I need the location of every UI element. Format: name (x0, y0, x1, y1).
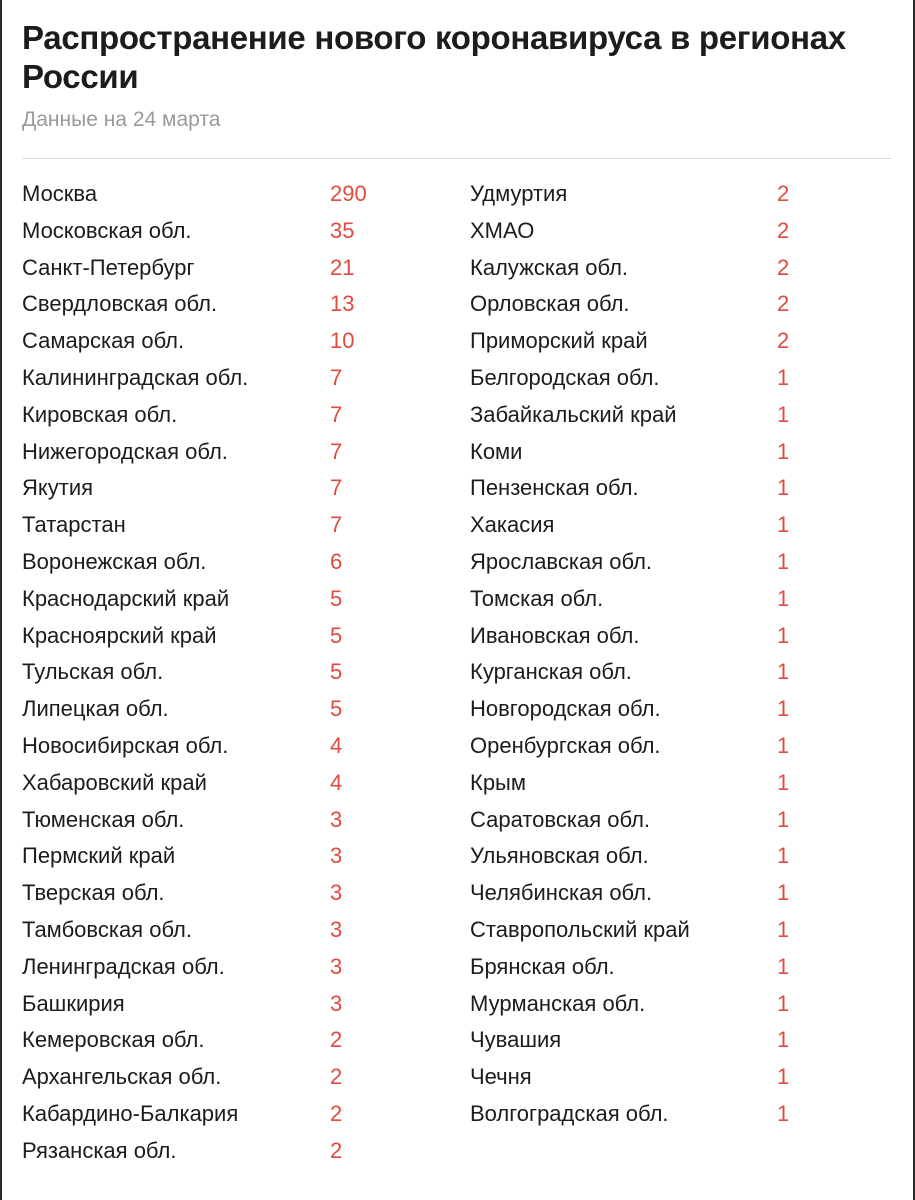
case-count: 1 (777, 953, 790, 979)
region-row (22, 323, 442, 360)
region-name: Кировская обл. (22, 401, 178, 427)
region-name: Томская обл. (470, 585, 604, 611)
region-row (470, 654, 890, 691)
region-name: Краснодарский край (22, 585, 230, 611)
case-count: 290 (330, 181, 367, 206)
region-name: ХМАО (470, 217, 535, 243)
region-name: Кемеровская обл. (22, 1027, 205, 1053)
region-name: Хакасия (470, 512, 555, 538)
case-count: 1 (777, 843, 790, 869)
case-count: 7 (330, 438, 343, 464)
region-name: Новгородская обл. (470, 696, 661, 722)
region-name: Рязанская обл. (22, 1137, 177, 1163)
region-name: Ивановская обл. (470, 622, 640, 648)
case-count: 21 (330, 254, 355, 280)
region-name: Санкт-Петербург (22, 254, 195, 280)
region-name: Самарская обл. (22, 328, 185, 354)
case-count: 1 (777, 806, 790, 832)
region-row (470, 949, 890, 986)
region-row (22, 802, 442, 839)
region-row (470, 581, 890, 618)
region-row (470, 912, 890, 949)
case-count: 35 (330, 217, 355, 243)
region-row (22, 1059, 442, 1096)
region-row (22, 728, 442, 765)
region-row (22, 250, 442, 287)
case-count: 1 (777, 364, 790, 390)
region-row (22, 838, 442, 875)
region-row (470, 802, 890, 839)
case-count: 1 (777, 659, 790, 685)
case-count: 1 (777, 696, 790, 722)
region-row (470, 286, 890, 323)
region-row (22, 986, 442, 1023)
region-name: Забайкальский край (470, 401, 677, 427)
case-count: 2 (777, 181, 790, 206)
region-row (470, 765, 890, 802)
region-row (470, 434, 890, 471)
case-count: 1 (777, 512, 790, 538)
case-count: 1 (777, 769, 790, 795)
region-row (22, 912, 442, 949)
region-row (470, 323, 890, 360)
region-name: Пензенская обл. (470, 475, 639, 501)
region-row (470, 250, 890, 287)
region-name: Хабаровский край (22, 769, 207, 795)
region-row (22, 691, 442, 728)
region-name: Удмуртия (470, 181, 568, 206)
region-row (22, 470, 442, 507)
region-name: Орловская обл. (470, 291, 630, 317)
region-row (470, 1059, 890, 1096)
case-count: 1 (777, 1027, 790, 1053)
region-row (470, 397, 890, 434)
region-name: Тверская обл. (22, 880, 165, 906)
region-name: Брянская обл. (470, 953, 615, 979)
case-count: 7 (330, 512, 343, 538)
regions-list-right (470, 176, 890, 1133)
region-name: Ульяновская обл. (470, 843, 649, 869)
region-name: Калининградская обл. (22, 364, 249, 390)
region-name: Москва (22, 181, 98, 206)
region-name: Липецкая обл. (22, 696, 169, 722)
region-name: Чувашия (470, 1027, 562, 1053)
left-border (0, 0, 2, 1200)
data-date-subtitle: Данные на 24 марта (22, 108, 221, 131)
region-name: Ярославская обл. (470, 548, 653, 574)
case-count: 1 (777, 916, 790, 942)
region-name: Мурманская обл. (470, 990, 646, 1016)
region-name: Курганская обл. (470, 659, 632, 685)
case-count: 2 (777, 328, 790, 354)
region-name: Нижегородская обл. (22, 438, 228, 464)
region-row (22, 176, 442, 213)
region-row (22, 1096, 442, 1133)
region-name: Свердловская обл. (22, 291, 218, 317)
case-count: 3 (330, 953, 343, 979)
region-name: Ставропольский край (470, 916, 690, 942)
case-count: 7 (330, 401, 343, 427)
region-name: Чечня (470, 1064, 532, 1090)
region-row (470, 360, 890, 397)
region-row (22, 875, 442, 912)
case-count: 2 (330, 1137, 343, 1163)
case-count: 2 (330, 1064, 343, 1090)
region-row (22, 1133, 442, 1170)
case-count: 1 (777, 548, 790, 574)
region-row (22, 949, 442, 986)
region-name: Пермский край (22, 843, 176, 869)
case-count: 5 (330, 585, 343, 611)
case-count: 2 (330, 1027, 343, 1053)
case-count: 1 (777, 880, 790, 906)
region-name: Тамбовская обл. (22, 916, 193, 942)
case-count: 2 (777, 217, 790, 243)
region-name: Московская обл. (22, 217, 192, 243)
region-name: Белгородская обл. (470, 364, 660, 390)
region-row (470, 176, 890, 213)
region-row (22, 213, 442, 250)
region-row (470, 838, 890, 875)
region-row (22, 544, 442, 581)
case-count: 7 (330, 475, 343, 501)
region-name: Саратовская обл. (470, 806, 651, 832)
case-count: 1 (777, 1100, 790, 1126)
region-row (470, 1096, 890, 1133)
region-row (22, 1022, 442, 1059)
region-name: Якутия (22, 475, 94, 501)
region-row (470, 507, 890, 544)
case-count: 13 (330, 291, 355, 317)
region-name: Новосибирская обл. (22, 732, 229, 758)
case-count: 2 (777, 254, 790, 280)
region-name: Татарстан (22, 512, 126, 538)
region-name: Ленинградская обл. (22, 953, 225, 979)
region-row (470, 470, 890, 507)
region-name: Челябинская обл. (470, 880, 653, 906)
case-count: 3 (330, 990, 343, 1016)
case-count: 3 (330, 806, 343, 832)
region-row (22, 618, 442, 655)
case-count: 1 (777, 401, 790, 427)
case-count: 4 (330, 732, 343, 758)
region-name: Волгоградская обл. (470, 1100, 669, 1126)
case-count: 5 (330, 659, 343, 685)
region-name: Архангельская обл. (22, 1064, 222, 1090)
case-count: 1 (777, 585, 790, 611)
case-count: 1 (777, 438, 790, 464)
region-row (22, 360, 442, 397)
case-count: 1 (777, 1064, 790, 1090)
page-title: Распространение нового коронавируса в регионах России (22, 19, 846, 95)
case-count: 10 (330, 328, 355, 354)
region-row (470, 618, 890, 655)
region-row (470, 213, 890, 250)
case-count: 2 (777, 291, 790, 317)
region-row (470, 544, 890, 581)
case-count: 7 (330, 364, 343, 390)
case-count: 2 (330, 1100, 343, 1126)
case-count: 4 (330, 769, 343, 795)
regions-list-left (22, 176, 442, 1170)
case-count: 1 (777, 622, 790, 648)
case-count: 1 (777, 475, 790, 501)
case-count: 6 (330, 548, 343, 574)
region-row (22, 581, 442, 618)
region-row (22, 507, 442, 544)
region-row (470, 1022, 890, 1059)
case-count: 5 (330, 696, 343, 722)
region-row (470, 875, 890, 912)
header-divider (22, 158, 891, 159)
region-name: Коми (470, 438, 523, 464)
region-name: Калужская обл. (470, 254, 629, 280)
case-count: 1 (777, 990, 790, 1016)
region-row (22, 286, 442, 323)
region-name: Тюменская обл. (22, 806, 185, 832)
region-name: Воронежская обл. (22, 548, 207, 574)
case-count: 3 (330, 843, 343, 869)
region-name: Приморский край (470, 328, 648, 354)
case-count: 5 (330, 622, 343, 648)
case-count: 3 (330, 916, 343, 942)
region-row (22, 765, 442, 802)
region-row (470, 691, 890, 728)
case-count: 1 (777, 732, 790, 758)
region-row (22, 654, 442, 691)
case-count: 3 (330, 880, 343, 906)
region-name: Башкирия (22, 990, 125, 1016)
region-name: Тульская обл. (22, 659, 164, 685)
region-name: Красноярский край (22, 622, 217, 648)
region-row (22, 434, 442, 471)
region-row (470, 986, 890, 1023)
region-name: Кабардино-Балкария (22, 1100, 239, 1126)
region-row (22, 397, 442, 434)
region-name: Оренбургская обл. (470, 732, 661, 758)
region-row (470, 728, 890, 765)
region-name: Крым (470, 769, 526, 795)
